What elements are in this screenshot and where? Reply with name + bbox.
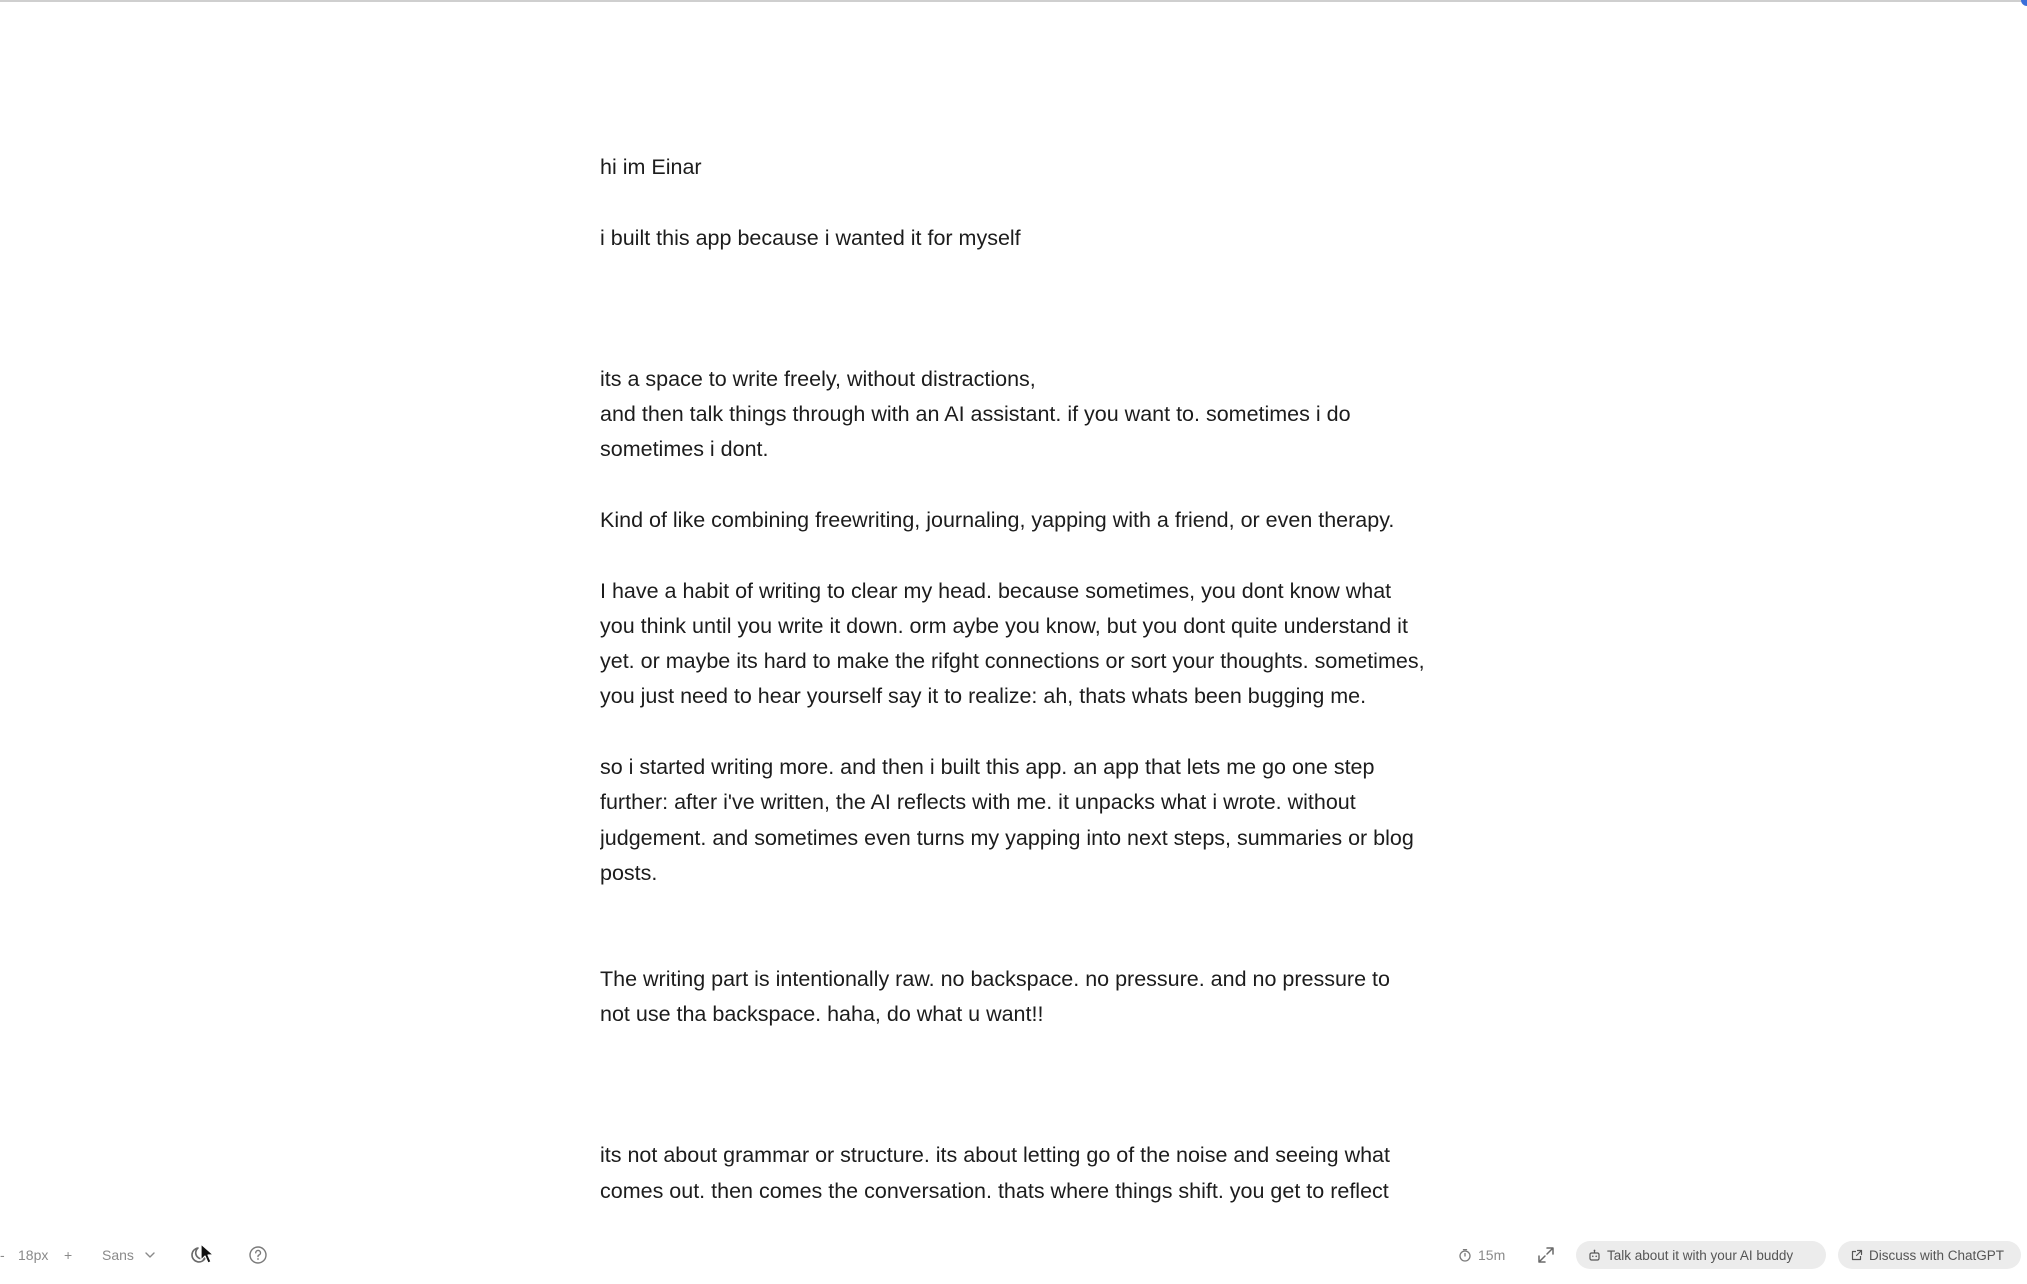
font-size-decrease-button[interactable] [0, 1233, 5, 1277]
ai-buddy-label: Talk about it with your AI buddy [1607, 1247, 1794, 1263]
bot-icon [1588, 1249, 1601, 1262]
paragraph-talk[interactable]: and then talk things through with an AI assistant. if you want to. sometimes i do sometimes i dont. [600, 402, 1351, 462]
chatgpt-button[interactable] [1838, 1241, 2021, 1269]
paragraph-started-writing[interactable]: so i started writing more. and then i built this app. an app that lets me go one step further: after i've written, the AI reflects with me. it unpacks what i wrote. without judgement. and sometimes even turns my yapping into next steps, summaries or blog posts. [600, 755, 1414, 885]
paragraph-habit[interactable]: I have a habit of writing to clear my head. because sometimes, you dont know what you think until you write it down. orm aybe you know, but you dont quite understand it yet. or maybe its hard to make the rifght connections or sort your thoughts. sometimes, you just need to hear yourself say it to realize: ah, thats whats been bugging me. [600, 578, 1425, 709]
font-size-value[interactable] [18, 1233, 48, 1277]
paragraph-writing-raw[interactable]: The writing part is intentionally raw. no backspace. no pressure. and no pressure to not use tha backspace. haha, do what u want!! [600, 966, 1390, 1027]
writing-area[interactable] [600, 150, 1430, 1225]
font-size-increase-label: + [64, 1247, 73, 1263]
paragraph-combining[interactable]: Kind of like combining freewriting, journaling, yapping with a friend, or even therapy. [600, 507, 1395, 532]
font-family-label: Sans [102, 1247, 134, 1263]
timer-button[interactable] [1458, 1233, 1505, 1277]
window-top-border [0, 0, 2027, 2]
timer-icon [1458, 1248, 1472, 1262]
accent-dot [2021, 0, 2027, 6]
paragraph-space[interactable]: its a space to write freely, without distractions, [600, 366, 1036, 391]
help-circle-icon [248, 1245, 268, 1265]
font-size-label: 18px [18, 1247, 49, 1263]
paragraph-built-app[interactable]: i built this app because i wanted it for myself [600, 225, 1021, 250]
font-size-increase-button[interactable] [64, 1233, 72, 1277]
expand-icon [1536, 1245, 1556, 1265]
font-family-select[interactable] [102, 1233, 156, 1277]
cursor-icon [200, 1243, 216, 1265]
bottom-toolbar [0, 1233, 2027, 1277]
chatgpt-label: Discuss with ChatGPT [1869, 1247, 2005, 1263]
fullscreen-button[interactable] [1536, 1233, 1556, 1277]
paragraph-intro[interactable]: hi im Einar [600, 155, 702, 179]
paragraph-not-grammar[interactable]: its not about grammar or structure. its about letting go of the noise and seeing what comes out. then comes the conversation. thats where things shift. you get to reflect [600, 1143, 1390, 1203]
ai-buddy-button[interactable] [1576, 1241, 1826, 1269]
font-size-decrease-label: - [0, 1247, 5, 1263]
chevron-down-icon [144, 1249, 156, 1261]
external-link-icon [1850, 1249, 1863, 1262]
timer-label: 15m [1478, 1247, 1506, 1263]
help-button[interactable] [248, 1233, 268, 1277]
